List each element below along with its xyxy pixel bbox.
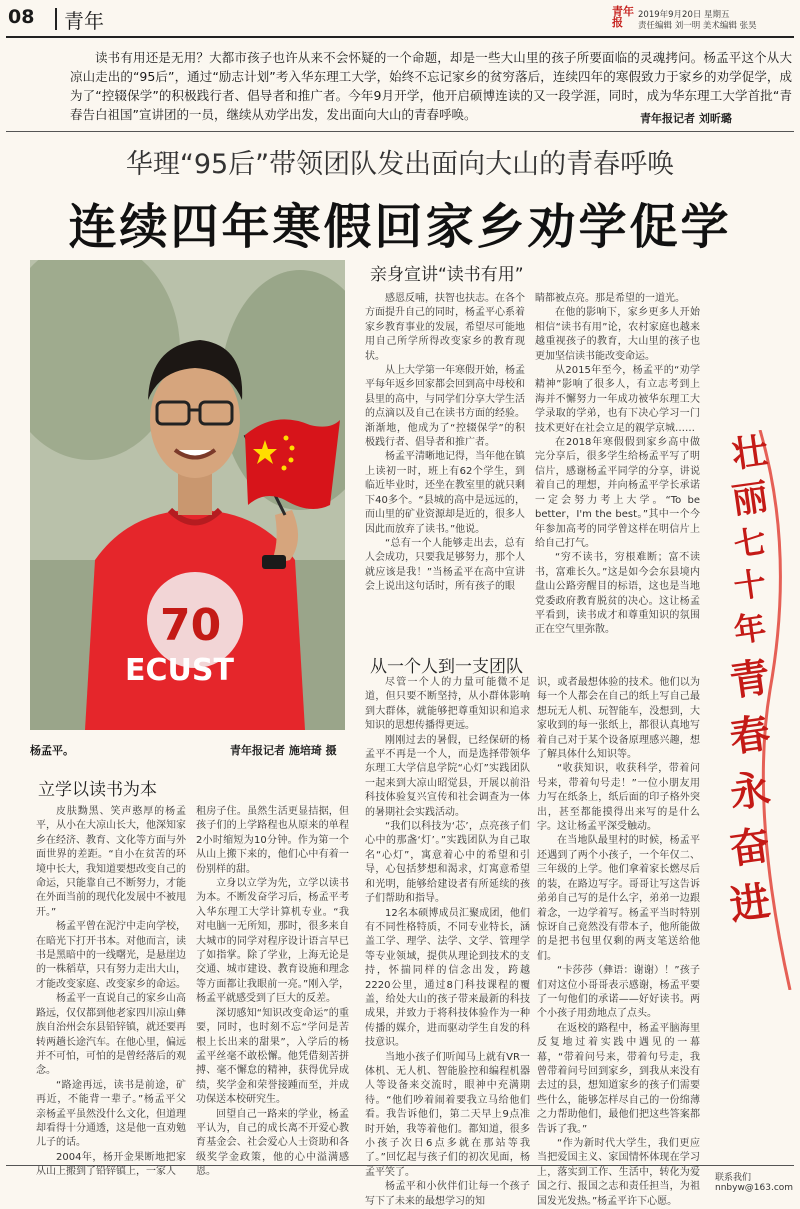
calligraphy-char: 进 xyxy=(726,877,774,930)
paragraph: 在他的影响下，家乡更多人开始相信“读书有用”论，农村家庭也越来越重视孩子的教育，大山里的孩子也更加坚信读书能改变命运。 xyxy=(535,307,700,362)
calligraphy-char: 奋 xyxy=(726,821,774,874)
article-column-3 xyxy=(365,676,530,1209)
footer-contact: 联系我们 nnbyw@163.com xyxy=(715,1173,794,1193)
paragraph: 杨孟平清晰地记得，当年他在镇上读初一时，班上有62个学生，到临近毕业时，还坐在教室里的就只剩下40多个。“县城的高中是远远的，而山里的矿业资源却是近的，很多人因此而放弃了读书。”他说。 xyxy=(365,451,525,535)
shirt-number: 70 xyxy=(160,600,222,651)
calligraphy-char: 年 xyxy=(731,607,769,651)
calligraphy-slogan xyxy=(700,430,800,990)
paragraph: 尽管一个人的力量可能微不足道，但只要不断坚持，从小群体影响到大群体，就能够把尊重知识和追求知识的思想传播得更远。 xyxy=(365,677,530,732)
intro-rule xyxy=(6,131,794,132)
photo-caption: 杨孟平。 xyxy=(30,744,74,757)
page-header xyxy=(0,0,800,34)
paragraph: 租房子住。虽然生活更显拮据，但孩子们的上学路程也从原来的单程2小时缩短为10分钟。作为第一个从山上搬下来的，他们心中有着一份别样的甜。 xyxy=(196,806,349,875)
article-column-5 xyxy=(36,805,186,1180)
calligraphy-char: 春 xyxy=(726,709,774,762)
paragraph: “作为新时代大学生，我们更应当把爱国主义、家国情怀体现在学习上，落实到工作、生活中，转化为爱国之行、报国之志和责任担当，为祖国发光发热。”杨孟平许下心愿。 xyxy=(537,1138,700,1207)
paragraph: “我们以科技为‘芯’，点亮孩子们心中的那盏‘灯’。”实践团队为自己取名“心灯”，寓意着心中的希望和引导，心包括梦想和渴求，灯寓意希望和光明，能够给建设者有所延续的孩子们帮助和指导。 xyxy=(365,821,530,905)
paragraph: “路途再远，读书是前途，矿再近，不能背一辈子。”杨孟平父亲杨孟平虽然没什么文化，但道理却看得十分通透，这是他一直劝勉儿子的话。 xyxy=(36,1079,186,1149)
editor-credits: 责任编辑 刘一明 美术编辑 张昊 xyxy=(638,21,757,31)
newspaper-logo: 青年报 xyxy=(612,5,634,29)
paragraph: 刚刚过去的暑假，已经保研的杨孟平不再是一个人，而是选择带领华东理工大学信息学院“心灯”实践团队一起来到大凉山昭觉县，开展以前沿科技体验复兴宣传和社会调查为一体的暑期社会实践活动。 xyxy=(365,734,530,818)
page-number: 08 xyxy=(8,6,35,28)
article-title: 连续四年寒假回家乡劝学促学 xyxy=(68,199,732,255)
issue-date: 2019年9月20日 星期五 xyxy=(638,10,730,20)
paragraph: 12名本硕博成员汇聚成团，他们有不同性格特质，不同专业特长，涵盖工学、理学、法学、文学、管理学等专业领域，提供从理论到技术的支持，怀揣同样的信念出发，跨越2220公里，通过8门科技课程的覆盖，给处大山的孩子带来最新的科技成果，并致力于将科技体验作为一种传播的媒介，进而驱动学生自发的科技意识。 xyxy=(365,907,530,1049)
paragraph: “卡莎莎（彝语：谢谢）！”孩子们对这位小哥哥表示感谢，杨孟平要了一句他们的承诺——好好读书。两个小孩子用劲地点了点头。 xyxy=(537,965,700,1020)
paragraph: “收获知识，收获科学，带着问号来，带着句号走！”一位小朋友用力写在纸条上，纸后面的印子格外突出，甚至都能摸得出来写的是什么字。这让杨孟平深受触动。 xyxy=(537,763,700,833)
paragraph: “穷不读书，穷根难断；富不读书，富难长久。”这是如今会东县境内盘山公路旁醒目的标语，这也是当地党委政府教育脱贫的决心。这让杨孟平看到，读书成才和尊重知识的氛围正在空气里弥散。 xyxy=(535,552,700,636)
portrait-illustration xyxy=(30,260,345,730)
calligraphy-char: 丽 xyxy=(729,475,771,523)
article-subtitle: 华理“95后”带领团队发出面向大山的青春呼唤 xyxy=(125,149,675,180)
section-heading-3: 立学以读书为本 xyxy=(38,780,157,800)
paragraph: 2004年，杨开金果断地把家从山上搬到了铅锌镇上，一家人 xyxy=(36,1151,186,1178)
paragraph: 当地小孩子们听闻马上就有VR一体机、无人机、智能脸控和编程机器人等设备来交流时，眼神中充满期待。“他们吵着闹着要我立马给他们看。我告诉他们，第二天早上9点准时开始，我等着他们。都知道，很多小孩子次日6点多就在那站等我了。”回忆起与孩子们的初次见面，杨孟平笑了。 xyxy=(365,1051,530,1178)
section-heading-1: 亲身宣讲“读书有用” xyxy=(370,265,524,285)
paragraph: 立身以立学为先，立学以读书为本。不断发奋学习后，杨孟平考入华东理工大学计算机专业。“我对电脑一无所知，那时，很多来自大城市的同学对程序设计语言早已了如指掌。除了学业，上海无论是交通、城市建设、教育设施和理念等方面都让我眼前一亮。”刚入学，杨孟平就感受到了巨大的反差。 xyxy=(196,878,349,1005)
shirt-text: ECUST xyxy=(125,653,234,688)
header-rule xyxy=(6,36,794,38)
section-name: 青年 xyxy=(64,9,104,33)
calligraphy-char: 壮 xyxy=(729,429,771,477)
article-column-4 xyxy=(537,676,700,1209)
paragraph: 在返校的路程中，杨孟平脑海里反复地过着实践中遇见的一幕幕，“带着问号来，带着句号走，我曾带着问号回到家乡，到我从来没有去过的县，想知道家乡的孩子们需要些什么，能够怎样尽自己的一份绵薄之力帮助他们，最他们把这些答案都告诉了我。” xyxy=(537,1022,700,1135)
paragraph: 在当地队最里村的时候，杨孟平还遇到了两个小孩子，一个年仅二、三年级的上学。他们拿着家长燃尽后的装，在路边写字。哥哥让写这告诉弟弟自己写的是什么字，弟弟一边跟着念，一边学着写。杨孟平当时特别惊讶自己竟然没有带本子，他所能做的是把书包里仅剩的两支笔送给他们。 xyxy=(537,835,700,962)
paragraph: 杨孟平和小伙伴们让每一个孩子写下了未来的最想学习的知 xyxy=(365,1181,530,1207)
paragraph: 深切感知“知识改变命运”的重要，同时，也时刻不忘“学问是苦根上长出来的甜果”，入学后的杨孟平丝毫不敢松懈。他凭借刻苦拼搏、毫不懈怠的精神，获得优异成绩，奖学金和荣誉接踵而至，并成功保送本校研究生。 xyxy=(196,1007,349,1106)
section-heading-2: 从一个人到一支团队 xyxy=(370,657,523,677)
header-divider xyxy=(55,8,57,30)
portrait-photo xyxy=(30,260,345,730)
article-column-6 xyxy=(196,805,349,1180)
paragraph: 睛都被点亮。那是希望的一道光。 xyxy=(535,293,685,304)
article-column-2 xyxy=(535,292,700,638)
paragraph: 皮肤黝黑、笑声憨厚的杨孟平，从小在大凉山长大，他深知家乡在经济、教育、文化等方面与外面世界的差距。“自小在贫苦的环境中长大，我知道要想改变自己的命运，只能靠自己不断努力，才能在外面当前的现代化发展中不被甩开。” xyxy=(36,806,186,918)
paragraph: 识，或者最想体验的技术。他们以为每一个人都会在自己的纸上写自己最想玩无人机、玩智能车，没想到，大家收到的每一张纸上，都很认真地写着自己对于某个设备原理感兴趣，想了解具体什么知识等。 xyxy=(537,677,700,761)
calligraphy-char: 十 xyxy=(731,563,769,607)
paragraph: 回望自己一路来的学业，杨孟平认为，自己的成长离不开爱心教育基金会、社会爱心人士资助和各级奖学金政策，他的心中溢满感恩。 xyxy=(196,1108,349,1178)
paragraph: 杨孟平曾在泥泞中走向学校，在暗光下打开书本。对他而言，读书是黑暗中的一线曙光，是悬崖边的一株稻草，只有努力走出大山，才能改变家庭、改变家乡的命运。 xyxy=(36,921,186,990)
paragraph: 感恩反哺，扶智也扶志。在各个方面提升自己的同时，杨孟平心系着家乡教育事业的发展，希望尽可能地用自己所学所得改变家乡的教育现状。 xyxy=(365,293,525,362)
paragraph: 在2018年寒假假到家乡高中做完分享后，很多学生给杨孟平写了明信片，感谢杨孟平同学的分享，讲说着自己的理想，并向杨孟平学长承诺一定会努力考上大学。“To be better，I'm the best。”其中一个今年参加高考的同学曾这样在明信片上给自己打气。 xyxy=(535,437,700,549)
paragraph: “总有一个人能够走出去，总有人会成功，只要我足够努力，那个人就应该是我！”当杨孟平在高中宣讲会上说出这句话时，所有孩子的眼 xyxy=(365,537,525,593)
paragraph: 从上大学第一年寒假开始，杨孟平每年返乡回家都会回到高中母校和县里的高中，与同学们分享大学生活的点滴以及自己在读书方面的经验。渐渐地，他成为了“控辍保学”的积极践行者、倡导者和推广者。 xyxy=(365,365,525,449)
paragraph: 从2015年至今，杨孟平的“劝学精神”影响了很多人，有立志考到上海并不懈努力一年成功被华东理工大学录取的学弟，也有下决心学习一门技术更好在社会立足的親学京城…… xyxy=(535,365,700,434)
calligraphy-char: 七 xyxy=(731,521,769,565)
footer-rule xyxy=(6,1165,794,1166)
calligraphy-char: 永 xyxy=(726,765,774,818)
article-column-1 xyxy=(365,292,525,595)
photo-credit: 青年报记者 施培琦 摄 xyxy=(230,744,337,757)
intro-byline: 青年报记者 刘昕璐 xyxy=(640,112,732,125)
calligraphy-char: 青 xyxy=(726,653,774,706)
intro-paragraph: 读书有用还是无用？大都市孩子也许从来不会怀疑的一个命题，却是一些大山里的孩子所要面临的灵魂拷问。杨孟平这个从大凉山走出的“95后”，通过“励志计划”考入华东理工大学，始终不忘记家乡的贫穷落后，连续四年的寒假致力于家乡的劝学促学，成为了“控辍保学”的积极践行者、倡导者和推广者。今年9月开学，他开启硕博连读的又一段学涯，同时，成为华东理工大学首批“青春告白祖国”宣讲团的一员，继续从劝学出发，发出面向大山的青春呼唤。 xyxy=(70,50,792,122)
paragraph: 杨孟平一直说自己的家乡山高路远，仅仅都到他老家四川凉山彝族自治州会东县铅锌镇，就还要再转两趟长途汽车。在他心里，偏远并不可怕，可怕的是曾经落后的观念。 xyxy=(36,993,186,1077)
